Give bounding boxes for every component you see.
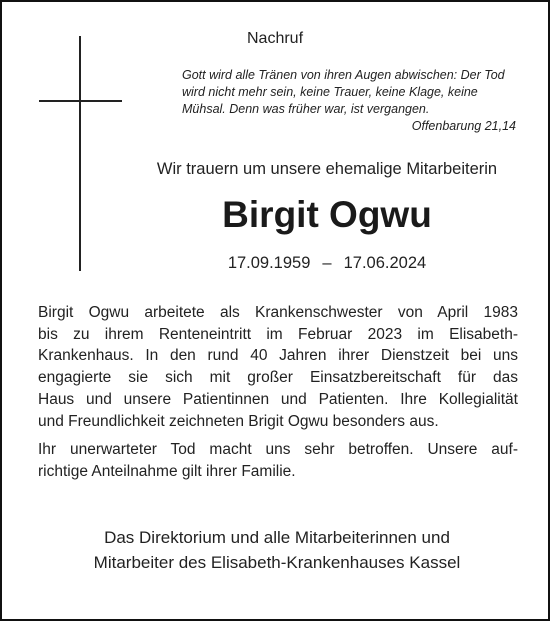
cross-vertical-bar	[79, 36, 81, 271]
mourning-intro: Wir trauern um unsere ehemalige Mitarbeiterin	[156, 160, 498, 178]
body-line: richtige Anteilnahme gilt ihrer Familie.	[38, 462, 296, 480]
death-date: 17.06.2024	[343, 254, 427, 272]
notice-heading: Nachruf	[246, 30, 304, 47]
body-line: Ihr unerwarteter Tod macht uns sehr betroffen. Unsere auf-	[38, 441, 518, 459]
birth-date: 17.09.1959	[227, 254, 311, 272]
bible-verse	[182, 67, 516, 135]
body-line: und Freundlichkeit zeichneten Brigit Ogwu besonders aus.	[38, 412, 439, 430]
signoff-line: Das Direktorium und alle Mitarbeiterinnen und	[104, 528, 450, 547]
cross-horizontal-bar	[39, 100, 122, 102]
body-line: Haus und unsere Patientinnen und Patienten. Ihre Kollegialität	[38, 390, 518, 408]
body-line: Birgit Ogwu arbeitete als Krankenschwester von April 1983	[38, 304, 518, 321]
biography-paragraph	[38, 302, 518, 432]
verse-line: Mühsal. Denn was früher war, ist vergangen.	[182, 102, 430, 116]
date-separator: –	[322, 254, 332, 272]
signoff	[2, 525, 550, 575]
verse-line: wird nicht mehr sein, keine Trauer, keine Klage, keine	[182, 85, 478, 99]
body-line: Krankenhaus. In den rund 40 Jahren ihrer Dienstzeit bei uns	[38, 347, 518, 365]
obituary-body	[38, 302, 518, 483]
body-line: engagierte sie sich mit großer Einsatzbereitschaft für das	[38, 369, 518, 387]
signoff-line: Mitarbeiter des Elisabeth-Krankenhauses Kassel	[93, 553, 461, 572]
life-dates	[122, 254, 532, 273]
body-line: bis zu ihrem Renteneintritt im Februar 2023 im Elisabeth-	[38, 325, 518, 343]
deceased-name: Birgit Ogwu	[222, 194, 432, 235]
verse-line: Gott wird alle Tränen von ihren Augen abwischen: Der Tod	[182, 68, 505, 82]
verse-source: Offenbarung 21,14	[411, 119, 516, 133]
condolence-paragraph	[38, 439, 518, 482]
